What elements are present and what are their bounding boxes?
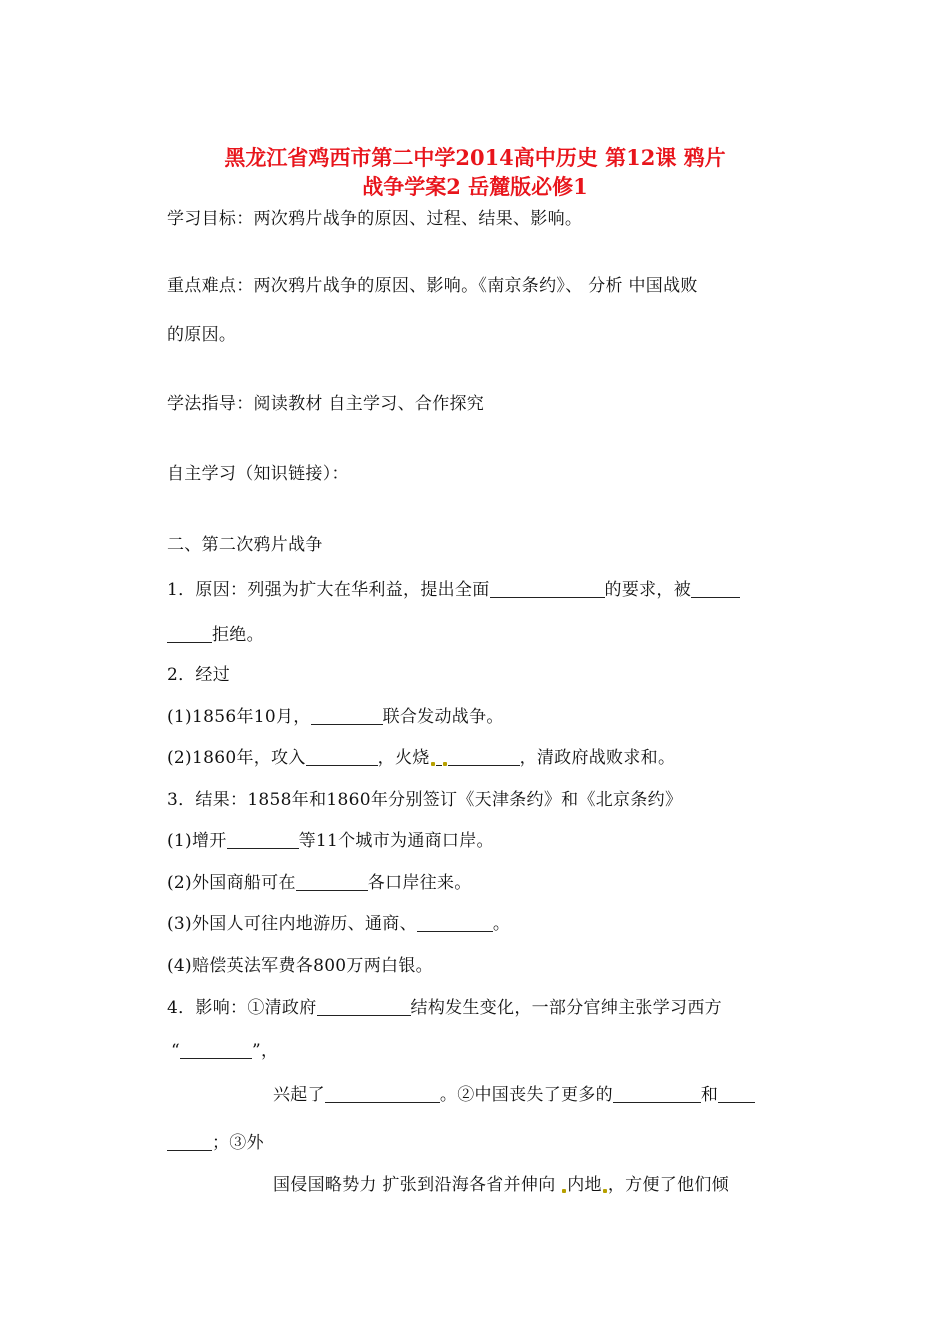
mark-dot bbox=[431, 762, 435, 766]
process-blank-2[interactable] bbox=[306, 747, 378, 766]
impact-blank-5-start[interactable] bbox=[718, 1084, 755, 1103]
process-item-2: (2)1860年，攻入 ，火烧 ，清政府战败求和。 bbox=[167, 748, 676, 768]
impact-line-5: 国侵国略势力 扩张到沿海各省并伸向 内地 ，方便了他们倾 bbox=[273, 1175, 729, 1195]
result-blank-2[interactable] bbox=[296, 872, 368, 891]
learning-goals: 学习目标：两次鸦片战争的原因、过程、结果、影响。 bbox=[167, 209, 583, 229]
result-blank-3[interactable] bbox=[417, 913, 493, 932]
impact-line-3: 兴起了 。②中国丧失了更多的 和 bbox=[273, 1080, 755, 1105]
study-method: 学法指导：阅读教材 自主学习、合作探究 bbox=[167, 394, 485, 414]
cause-blank-2-end[interactable] bbox=[167, 624, 212, 643]
self-study-heading: 自主学习（知识链接）： bbox=[167, 464, 349, 484]
key-points-line-2: 的原因。 bbox=[167, 325, 237, 345]
cause-line-2: 拒绝。 bbox=[167, 620, 264, 645]
title-line-1: 黑龙江省鸡西市第二中学2014高中历史 第12课 鸦片 bbox=[224, 145, 726, 170]
result-item-4: (4)赔偿英法军费各800万两白银。 bbox=[167, 956, 433, 976]
key-points-line-1: 重点难点：两次鸦片战争的原因、影响。《南京条约》、 分析 中国战败 bbox=[167, 276, 698, 296]
process-blank-1[interactable] bbox=[311, 706, 383, 725]
impact-blank-1[interactable] bbox=[317, 997, 411, 1016]
impact-blank-2[interactable] bbox=[180, 1040, 252, 1059]
cause-blank-2-start[interactable] bbox=[691, 579, 740, 598]
result-item-3: (3)外国人可往内地游历、通商、 。 bbox=[167, 914, 511, 934]
process-blank-3[interactable] bbox=[448, 747, 520, 766]
impact-blank-4[interactable] bbox=[613, 1084, 701, 1103]
impact-line-1: 4．影响：①清政府 结构发生变化，一部分官绅主张学习西方 bbox=[167, 998, 722, 1018]
mark-dot bbox=[443, 762, 447, 766]
result-item-1: (1)增开 等11个城市为通商口岸。 bbox=[167, 831, 494, 851]
impact-line-2: “ ”， bbox=[171, 1041, 279, 1061]
result-blank-1[interactable] bbox=[227, 830, 299, 849]
impact-blank-5-end[interactable] bbox=[167, 1132, 212, 1151]
impact-blank-3[interactable] bbox=[325, 1084, 440, 1103]
mark-dot bbox=[562, 1189, 566, 1193]
cause-line: 1．原因：列强为扩大在华利益，提出全面 的要求，被 bbox=[167, 575, 740, 600]
mark-dot bbox=[603, 1189, 607, 1193]
cause-blank-1[interactable] bbox=[490, 579, 605, 598]
process-heading: 2．经过 bbox=[167, 665, 231, 685]
result-heading: 3．结果：1858年和1860年分别签订《天津条约》和《北京条约》 bbox=[167, 790, 683, 810]
process-item-1: (1)1856年10月， 联合发动战争。 bbox=[167, 707, 504, 727]
section-heading: 二、第二次鸦片战争 bbox=[167, 535, 323, 555]
impact-line-4: ；③外 bbox=[167, 1128, 264, 1153]
title-line-2: 战争学案2 岳麓版必修1 bbox=[362, 174, 588, 199]
result-item-2: (2)外国商船可在 各口岸往来。 bbox=[167, 873, 472, 893]
